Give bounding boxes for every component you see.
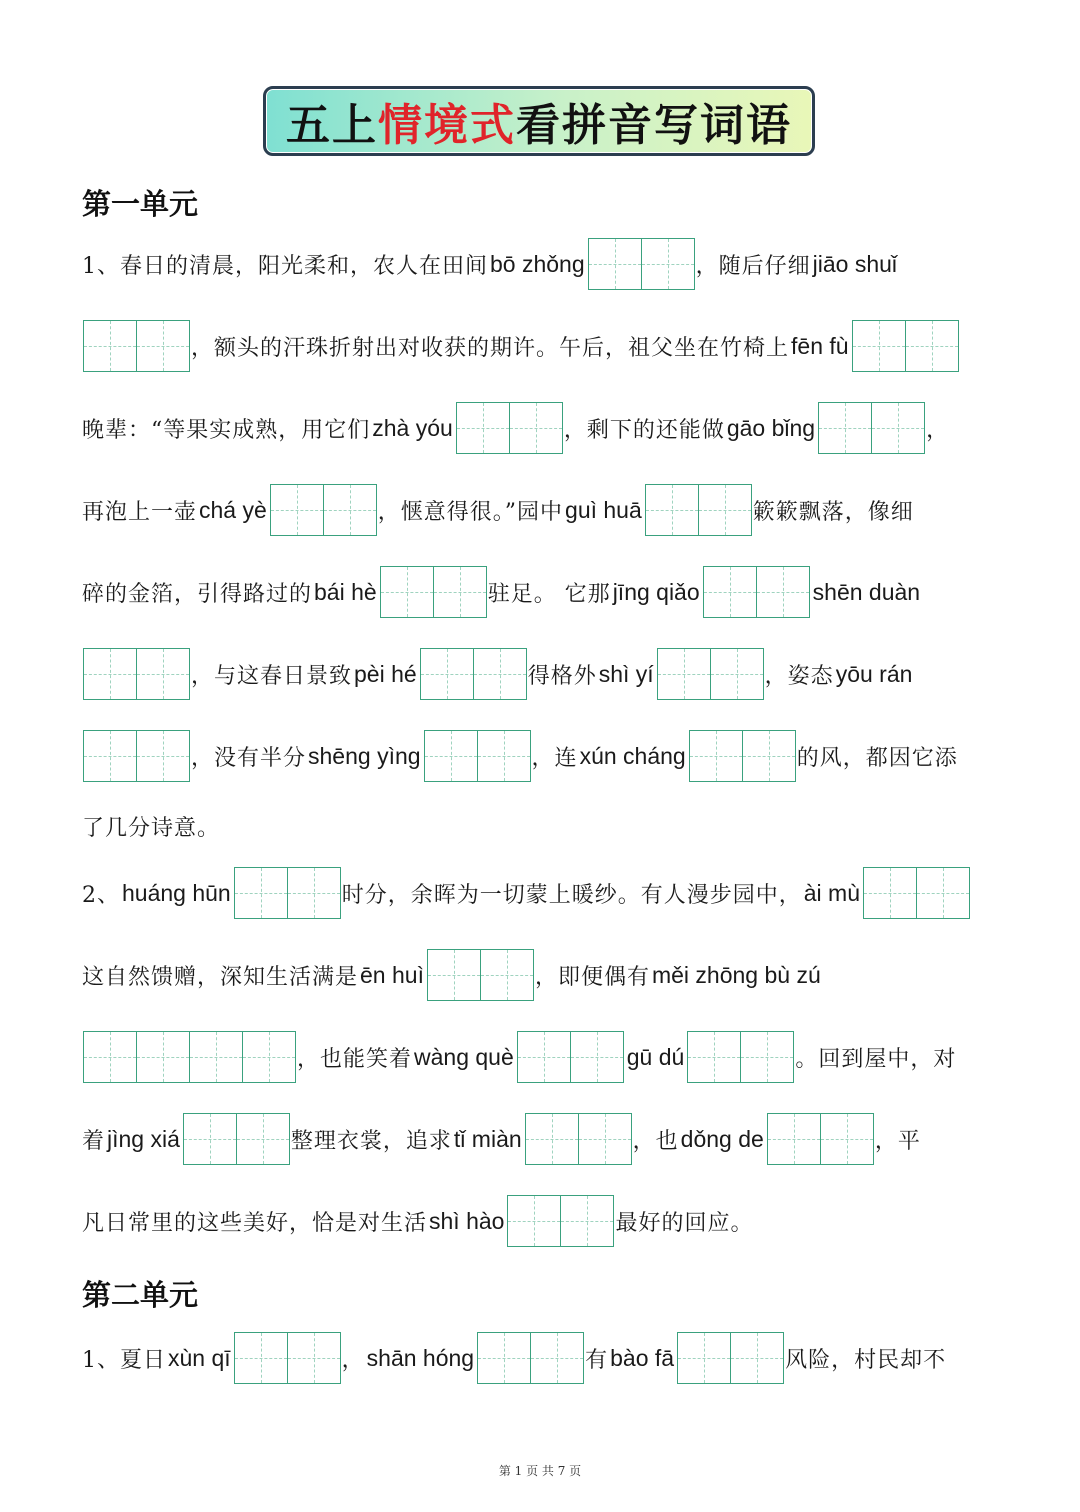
sentence-text: 整理衣裳，追求 (290, 1128, 452, 1154)
tianzige-cell[interactable] (237, 1113, 290, 1165)
tianzige-cell[interactable] (526, 1113, 579, 1165)
pinyin-prompt: shì hào (429, 1207, 505, 1234)
answer-grid[interactable] (507, 1195, 614, 1247)
sentence-text: 最好的回应。 (615, 1210, 754, 1236)
text-line (82, 318, 960, 374)
tianzige-cell[interactable] (711, 648, 764, 700)
pinyin-prompt: yōu rán (835, 660, 913, 687)
tianzige-cell[interactable] (190, 1031, 243, 1083)
answer-grid[interactable] (517, 1031, 624, 1083)
sentence-text: 时分，余晖为一切蒙上暖纱。有人漫步园中， (341, 882, 802, 908)
tianzige-cell[interactable] (235, 1332, 288, 1384)
pinyin-prompt: fēn fù (791, 332, 849, 359)
text-line (82, 1029, 956, 1085)
text-line (82, 236, 899, 292)
pinyin-prompt: shēn duàn (812, 578, 921, 605)
tianzige-cell[interactable] (658, 648, 711, 700)
sentence-text: 1、夏日 (82, 1347, 166, 1373)
tianzige-cell[interactable] (917, 867, 970, 919)
answer-grid[interactable] (456, 402, 563, 454)
tianzige-cell[interactable] (906, 320, 959, 372)
tianzige-cell[interactable] (872, 402, 925, 454)
title-highlight: 情境式 (378, 100, 516, 151)
answer-grid[interactable] (588, 238, 695, 290)
answer-grid[interactable] (852, 320, 959, 372)
tianzige-cell[interactable] (688, 1031, 741, 1083)
sentence-text: 得格外 (527, 663, 597, 689)
pinyin-prompt: jīng qiǎo (612, 578, 700, 605)
answer-grid[interactable] (270, 484, 377, 536)
answer-grid[interactable] (703, 566, 810, 618)
sentence-text: 驻足。 它那 (487, 581, 611, 607)
tianzige-cell[interactable] (288, 1332, 341, 1384)
text-line (82, 865, 971, 921)
sentence-text: 这自然馈赠，深知生活满是 (82, 964, 359, 990)
tianzige-cell[interactable] (381, 566, 434, 618)
answer-grid[interactable] (83, 1031, 296, 1083)
pinyin-prompt: shān hóng (366, 1344, 475, 1371)
text-line (82, 728, 958, 784)
text-line (82, 564, 922, 620)
pinyin-prompt: huáng hūn (122, 879, 231, 906)
tianzige-cell[interactable] (478, 1332, 531, 1384)
sentence-text: 有 (585, 1347, 609, 1373)
pinyin-prompt: shì yí (598, 660, 654, 687)
pinyin-prompt: jiāo shuǐ (812, 250, 898, 277)
pinyin-prompt: bào fā (610, 1344, 675, 1371)
answer-grid[interactable] (234, 867, 341, 919)
pinyin-prompt: shēng yìng (308, 742, 421, 769)
sentence-text: ，姿态 (764, 663, 834, 689)
tianzige-cell[interactable] (243, 1031, 296, 1083)
sentence-text: ，随后仔细 (695, 253, 811, 279)
sentence-text: ，连 (531, 745, 578, 771)
tianzige-cell[interactable] (510, 402, 563, 454)
unit-heading-1: 第一单元 (82, 187, 199, 221)
answer-grid[interactable] (477, 1332, 584, 1384)
pinyin-prompt: ēn huì (360, 961, 424, 988)
sentence-text: 2、 (82, 882, 120, 908)
answer-grid[interactable] (645, 484, 752, 536)
tianzige-cell[interactable] (137, 648, 190, 700)
sentence-text: ， (926, 417, 950, 443)
sentence-text: 的风，都因它添 (796, 745, 958, 771)
sentence-text: 1、春日的清晨，阳光柔和，农人在田间 (82, 253, 488, 279)
answer-grid[interactable] (83, 320, 190, 372)
pinyin-prompt: xùn qī (168, 1344, 231, 1371)
sentence-text: ，也 (632, 1128, 679, 1154)
pinyin-prompt: chá yè (199, 496, 267, 523)
pinyin-prompt: bō zhǒng (490, 250, 585, 277)
text-line (82, 482, 914, 538)
tianzige-cell[interactable] (184, 1113, 237, 1165)
answer-grid[interactable] (83, 730, 190, 782)
tianzige-cell[interactable] (864, 867, 917, 919)
sentence-text: ，惬意得很。”园中 (377, 499, 564, 525)
page-title (286, 89, 792, 153)
pinyin-prompt: ài mù (803, 879, 860, 906)
tianzige-cell[interactable] (561, 1195, 614, 1247)
tianzige-cell[interactable] (819, 402, 872, 454)
tianzige-cell[interactable] (589, 238, 642, 290)
sentence-text: 了几分诗意。 (82, 815, 221, 841)
answer-grid[interactable] (83, 648, 190, 700)
sentence-text: 簌簌飘落，像细 (752, 499, 914, 525)
answer-grid[interactable] (863, 867, 970, 919)
sentence-text: 凡日常里的这些美好，恰是对生活 (82, 1210, 428, 1236)
tianzige-cell[interactable] (474, 648, 527, 700)
answer-grid[interactable] (420, 648, 527, 700)
title-part1: 五上 (286, 100, 378, 151)
tianzige-cell[interactable] (137, 1031, 190, 1083)
answer-grid[interactable] (657, 648, 764, 700)
tianzige-cell[interactable] (478, 730, 531, 782)
sentence-text: ， (341, 1347, 365, 1373)
pinyin-prompt: guì huā (565, 496, 642, 523)
sentence-text: 再泡上一壶 (82, 499, 198, 525)
pinyin-prompt: dǒng de (680, 1125, 764, 1152)
tianzige-cell[interactable] (518, 1031, 571, 1083)
pinyin-prompt: gū dú (626, 1043, 685, 1070)
answer-grid[interactable] (689, 730, 796, 782)
sentence-text: ，即便偶有 (534, 964, 650, 990)
tianzige-cell[interactable] (84, 320, 137, 372)
answer-grid[interactable] (767, 1113, 874, 1165)
tianzige-cell[interactable] (853, 320, 906, 372)
text-line (82, 798, 220, 854)
tianzige-cell[interactable] (757, 566, 810, 618)
tianzige-cell[interactable] (579, 1113, 632, 1165)
tianzige-cell[interactable] (137, 320, 190, 372)
tianzige-cell[interactable] (84, 1031, 137, 1083)
tianzige-cell[interactable] (678, 1332, 731, 1384)
tianzige-cell[interactable] (768, 1113, 821, 1165)
tianzige-cell[interactable] (481, 949, 534, 1001)
unit-heading-2: 第二单元 (82, 1278, 199, 1312)
sentence-text: ，额头的汗珠折射出对收获的期许。午后，祖父坐在竹椅上 (191, 335, 790, 361)
pinyin-prompt: měi zhōng bù zú (651, 961, 821, 988)
pinyin-prompt: bái hè (314, 578, 377, 605)
sentence-text: 晚辈：“等果实成熟，用它们 (82, 417, 371, 443)
tianzige-cell[interactable] (508, 1195, 561, 1247)
sentence-text: 着 (82, 1128, 106, 1154)
page-footer: 第 1 页 共 7 页 (498, 1464, 582, 1478)
answer-grid[interactable] (183, 1113, 290, 1165)
title-part2: 看拼音写词语 (516, 100, 792, 151)
sentence-text: ，也能笑着 (297, 1046, 413, 1072)
tianzige-cell[interactable] (821, 1113, 874, 1165)
pinyin-prompt: pèi hé (354, 660, 417, 687)
sentence-text: ，平 (874, 1128, 921, 1154)
answer-grid[interactable] (525, 1113, 632, 1165)
pinyin-prompt: wàng què (414, 1043, 514, 1070)
text-line (82, 1330, 946, 1386)
answer-grid[interactable] (677, 1332, 784, 1384)
tianzige-cell[interactable] (699, 484, 752, 536)
text-line (82, 646, 914, 702)
answer-grid[interactable] (818, 402, 925, 454)
tianzige-cell[interactable] (741, 1031, 794, 1083)
sentence-text: ，与这春日景致 (191, 663, 353, 689)
answer-grid[interactable] (427, 949, 534, 1001)
tianzige-cell[interactable] (571, 1031, 624, 1083)
tianzige-cell[interactable] (531, 1332, 584, 1384)
pinyin-prompt: zhà yóu (372, 414, 453, 441)
pinyin-prompt: tǐ miàn (453, 1125, 522, 1152)
sentence-text: ，剩下的还能做 (563, 417, 725, 443)
text-line (82, 1111, 921, 1167)
sentence-text: 碎的金箔，引得路过的 (82, 581, 313, 607)
text-line (82, 947, 823, 1003)
sentence-text: 风险，村民却不 (785, 1347, 947, 1373)
tianzige-cell[interactable] (457, 402, 510, 454)
text-line (82, 1193, 753, 1249)
tianzige-cell[interactable] (425, 730, 478, 782)
answer-grid[interactable] (687, 1031, 794, 1083)
answer-grid[interactable] (380, 566, 487, 618)
tianzige-cell[interactable] (704, 566, 757, 618)
sentence-text: ，没有半分 (191, 745, 307, 771)
title-banner (263, 86, 815, 156)
sentence-text: 。回到屋中，对 (795, 1046, 957, 1072)
tianzige-cell[interactable] (137, 730, 190, 782)
tianzige-cell[interactable] (731, 1332, 784, 1384)
tianzige-cell[interactable] (324, 484, 377, 536)
pinyin-prompt: jìng xiá (107, 1125, 180, 1152)
tianzige-cell[interactable] (84, 648, 137, 700)
text-line (82, 400, 949, 456)
tianzige-cell[interactable] (288, 867, 341, 919)
tianzige-cell[interactable] (428, 949, 481, 1001)
tianzige-cell[interactable] (646, 484, 699, 536)
tianzige-cell[interactable] (421, 648, 474, 700)
answer-grid[interactable] (424, 730, 531, 782)
answer-grid[interactable] (234, 1332, 341, 1384)
pinyin-prompt: xún cháng (579, 742, 686, 769)
tianzige-cell[interactable] (743, 730, 796, 782)
tianzige-cell[interactable] (690, 730, 743, 782)
tianzige-cell[interactable] (434, 566, 487, 618)
pinyin-prompt: gāo bǐng (726, 414, 816, 441)
tianzige-cell[interactable] (84, 730, 137, 782)
tianzige-cell[interactable] (235, 867, 288, 919)
tianzige-cell[interactable] (271, 484, 324, 536)
tianzige-cell[interactable] (642, 238, 695, 290)
